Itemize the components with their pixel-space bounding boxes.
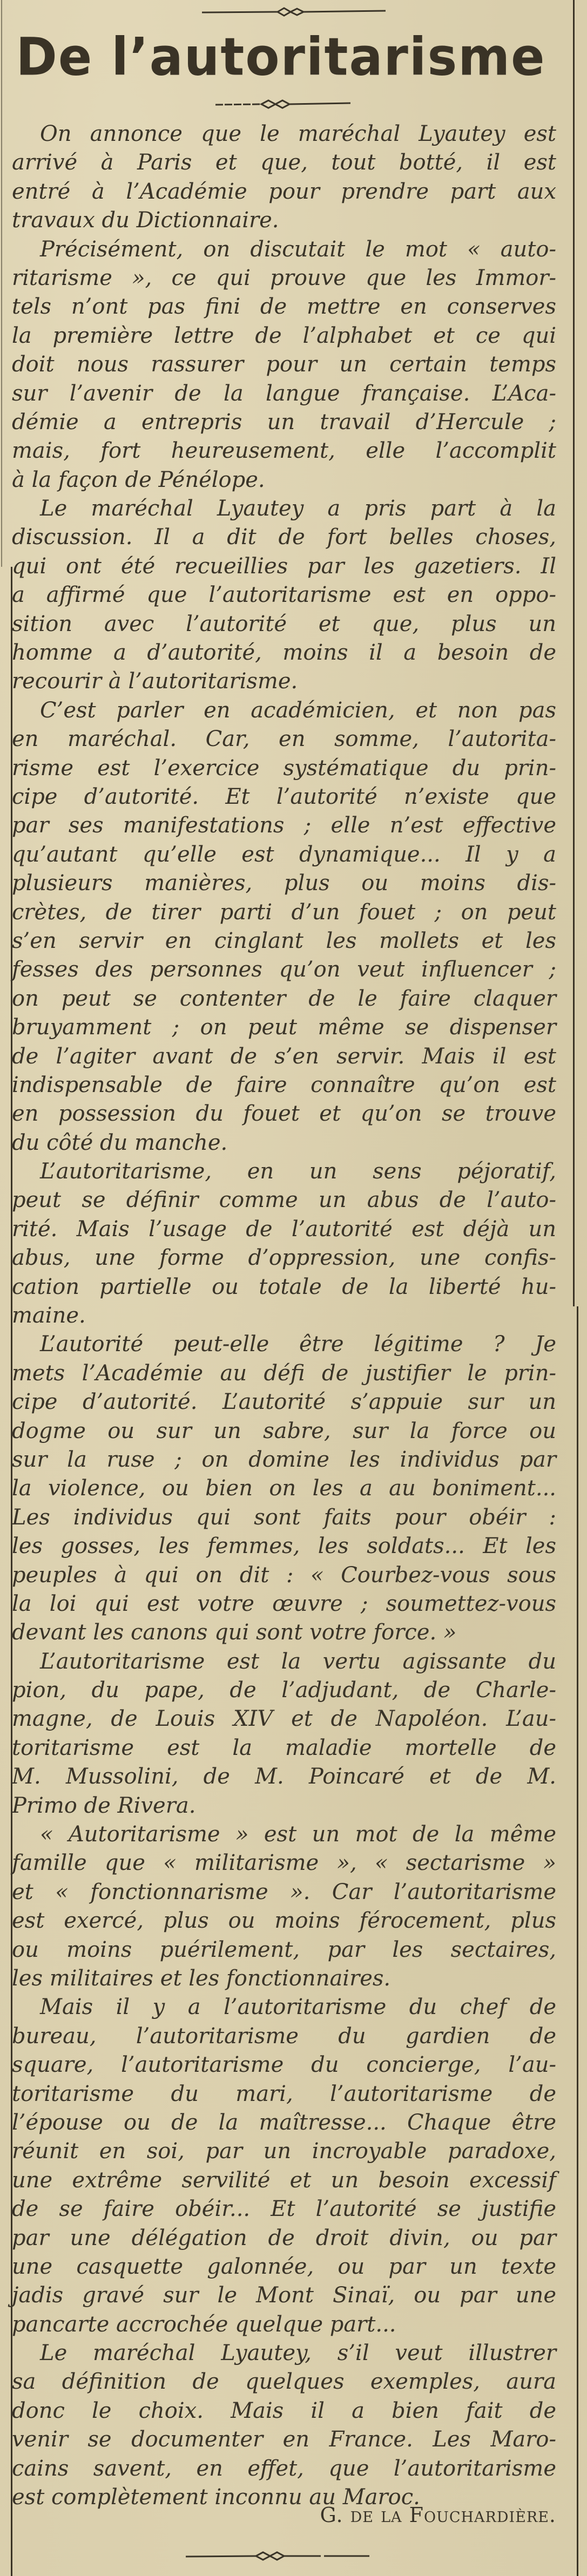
- text-line: une extrême servilité et un besoin excessif: [12, 2167, 556, 2193]
- text-line: crètes, de tirer parti d’un fouet ; on peut: [12, 899, 556, 925]
- article-body: [12, 120, 556, 2512]
- text-line: toritarisme est la maladie mortelle de: [12, 1735, 556, 1760]
- text-line: qui ont été recueillies par les gazetiers. Il: [12, 553, 556, 579]
- text-line: pion, du pape, de l’adjudant, de Charle-: [12, 1678, 556, 1703]
- text-line: Primo de Rivera.: [12, 1793, 196, 1818]
- text-line: devant les canons qui sont votre force. »: [12, 1620, 457, 1645]
- text-line: abus, une forme d’oppression, une confis-: [12, 1245, 556, 1271]
- column-rule-right: [573, 0, 575, 1306]
- text-line: du côté du manche.: [12, 1130, 228, 1155]
- article-paragraph: [12, 235, 556, 495]
- text-line: peuples à qui on dit : « Courbez-vous sous: [12, 1562, 556, 1588]
- text-line: jadis gravé sur le Mont Sinaï, ou par une: [12, 2283, 556, 2308]
- text-line: l’épouse ou de la maîtresse... Chaque être: [12, 2110, 556, 2135]
- article-paragraph: [12, 2339, 556, 2512]
- text-line: pancarte accrochée quelque part...: [12, 2311, 396, 2337]
- text-line: est exercé, plus ou moins férocement, plus: [12, 1908, 556, 1934]
- article-paragraph: [12, 494, 556, 696]
- text-line: maine.: [12, 1303, 86, 1328]
- text-line: sur la ruse ; on domine les individus par: [12, 1447, 556, 1472]
- text-line: travaux du Dictionnaire.: [12, 208, 279, 233]
- text-line: doit nous rassurer pour un certain temps: [12, 352, 556, 377]
- top-ornament-icon: [0, 6, 587, 17]
- text-line: toritarisme du mari, l’autoritarisme de: [12, 2081, 556, 2106]
- text-line: les militaires et les fonctionnaires.: [12, 1966, 391, 1991]
- text-line: ritarisme », ce qui prouve que les Immor-: [12, 265, 556, 290]
- text-line: homme a d’autorité, moins il a besoin de: [12, 640, 556, 666]
- text-line: L’autoritarisme est la vertu agissante du: [40, 1649, 556, 1674]
- text-line: en maréchal. Car, en somme, l’autorita-: [12, 727, 556, 752]
- text-line: sa définition de quelques exemples, aura: [12, 2369, 556, 2395]
- text-line: famille que « militarisme », « sectarisme »: [12, 1850, 556, 1876]
- text-line: risme est l’exercice systématique du prin-: [12, 755, 556, 781]
- text-line: L’autorité peut-elle être légitime ? Je: [40, 1332, 556, 1357]
- text-line: On annonce que le maréchal Lyautey est: [40, 121, 556, 146]
- text-line: dogme ou sur un sabre, sur la force ou: [12, 1418, 556, 1443]
- text-line: est complètement inconnu au Maroc.: [12, 2485, 420, 2510]
- text-line: entré à l’Académie pour prendre part aux: [12, 179, 556, 204]
- article-paragraph: [12, 696, 556, 1157]
- text-line: rité. Mais l’usage de l’autorité est déjà un: [12, 1216, 556, 1242]
- text-line: L’autoritarisme, en un sens péjoratif,: [40, 1159, 556, 1184]
- text-line: cipe d’autorité. L’autorité s’appuie sur un: [12, 1389, 556, 1415]
- article-paragraph: [12, 120, 556, 235]
- text-line: les gosses, les femmes, les soldats... Et les: [12, 1534, 556, 1559]
- text-line: Précisément, on discutait le mot « auto-: [40, 236, 556, 262]
- text-line: Mais il y a l’autoritarisme du chef de: [40, 1995, 556, 2020]
- text-line: de l’agiter avant de s’en servir. Mais il est: [12, 1043, 556, 1069]
- text-line: indispensable de faire connaître qu’on est: [12, 1072, 556, 1097]
- text-line: tels n’ont pas fini de mettre en conserves: [12, 294, 556, 320]
- text-line: magne, de Louis XIV et de Napoléon. L’au-: [12, 1706, 556, 1732]
- text-line: la première lettre de l’alphabet et ce qui: [12, 323, 556, 348]
- text-line: Les individus qui sont faits pour obéir :: [12, 1504, 556, 1530]
- article-paragraph: [12, 1993, 556, 2339]
- end-ornament-icon: [0, 2551, 571, 2561]
- text-line: Le maréchal Lyautey a pris part à la: [40, 496, 556, 521]
- text-line: peut se définir comme un abus de l’auto-: [12, 1188, 556, 1213]
- text-line: C’est parler en académicien, et non pas: [40, 697, 556, 723]
- text-line: s’en servir en cinglant les mollets et les: [12, 928, 556, 953]
- text-line: sition avec l’autorité et que, plus un: [12, 611, 556, 636]
- article-paragraph: [12, 1157, 556, 1330]
- text-line: et « fonctionnarisme ». Car l’autoritarisme: [12, 1879, 556, 1904]
- text-line: mais, fort heureusement, elle l’accomplit: [12, 438, 556, 464]
- text-line: bureau, l’autoritarisme du gardien de: [12, 2023, 556, 2049]
- text-line: fesses des personnes qu’on veut influencer ;: [12, 957, 556, 982]
- text-line: Le maréchal Lyautey, s’il veut illustrer: [40, 2341, 556, 2366]
- text-line: on peut se contenter de le faire claquer: [12, 986, 556, 1011]
- text-line: cipe d’autorité. Et l’autorité n’existe que: [12, 784, 556, 809]
- text-line: qu’autant qu’elle est dynamique... Il y a: [12, 842, 556, 867]
- text-line: a affirmé que l’autoritarisme est en oppo-: [12, 582, 556, 608]
- text-line: recourir à l’autoritarisme.: [12, 669, 298, 694]
- article-title: De l’autoritarisme: [16, 26, 546, 87]
- text-line: cains savent, en effet, que l’autoritarisme: [12, 2456, 556, 2481]
- text-line: ou moins puérilement, par les sectaires,: [12, 1937, 556, 1962]
- column-rule-right-lower: [577, 1306, 578, 2576]
- text-line: discussion. Il a dit de fort belles choses,: [12, 525, 556, 550]
- text-line: en possession du fouet et qu’on se trouve: [12, 1101, 556, 1127]
- text-line: square, l’autoritarisme du concierge, l’au-: [12, 2052, 556, 2078]
- text-line: M. Mussolini, de M. Poincaré et de M.: [12, 1764, 556, 1789]
- text-line: une casquette galonnée, ou par un texte: [12, 2254, 556, 2279]
- text-line: mets l’Académie au défi de justifier le prin-: [12, 1360, 556, 1386]
- author-signature: G. de la Fouchardière.: [320, 2503, 556, 2527]
- text-line: arrivé à Paris et que, tout botté, il est: [12, 150, 556, 175]
- text-line: par ses manifestations ; elle n’est effective: [12, 813, 556, 838]
- text-line: bruyamment ; on peut même se dispenser: [12, 1015, 556, 1040]
- text-line: venir se documenter en France. Les Maro-: [12, 2427, 556, 2452]
- text-line: de se faire obéir... Et l’autorité se justifie: [12, 2197, 556, 2222]
- text-line: cation partielle ou totale de la liberté hu-: [12, 1274, 556, 1299]
- text-line: réunit en soi, par un incroyable paradoxe,: [12, 2139, 556, 2164]
- text-line: la violence, ou bien on les a au boniment...: [12, 1476, 556, 1501]
- article-paragraph: [12, 1330, 556, 1647]
- text-line: à la façon de Pénélope.: [12, 467, 265, 492]
- text-line: « Autoritarisme » est un mot de la même: [40, 1822, 556, 1847]
- text-line: plusieurs manières, plus ou moins dis-: [12, 871, 556, 896]
- text-line: sur l’avenir de la langue française. L’Aca-: [12, 381, 556, 406]
- text-line: démie a entrepris un travail d’Hercule ;: [12, 409, 556, 435]
- text-line: la loi qui est votre œuvre ; soumettez-vous: [12, 1591, 556, 1616]
- text-line: par une délégation de droit divin, ou par: [12, 2225, 556, 2250]
- text-line: donc le choix. Mais il a bien fait de: [12, 2398, 556, 2423]
- title-ornament-icon: [0, 99, 576, 110]
- article-paragraph: [12, 1820, 556, 1993]
- article-paragraph: [12, 1648, 556, 1820]
